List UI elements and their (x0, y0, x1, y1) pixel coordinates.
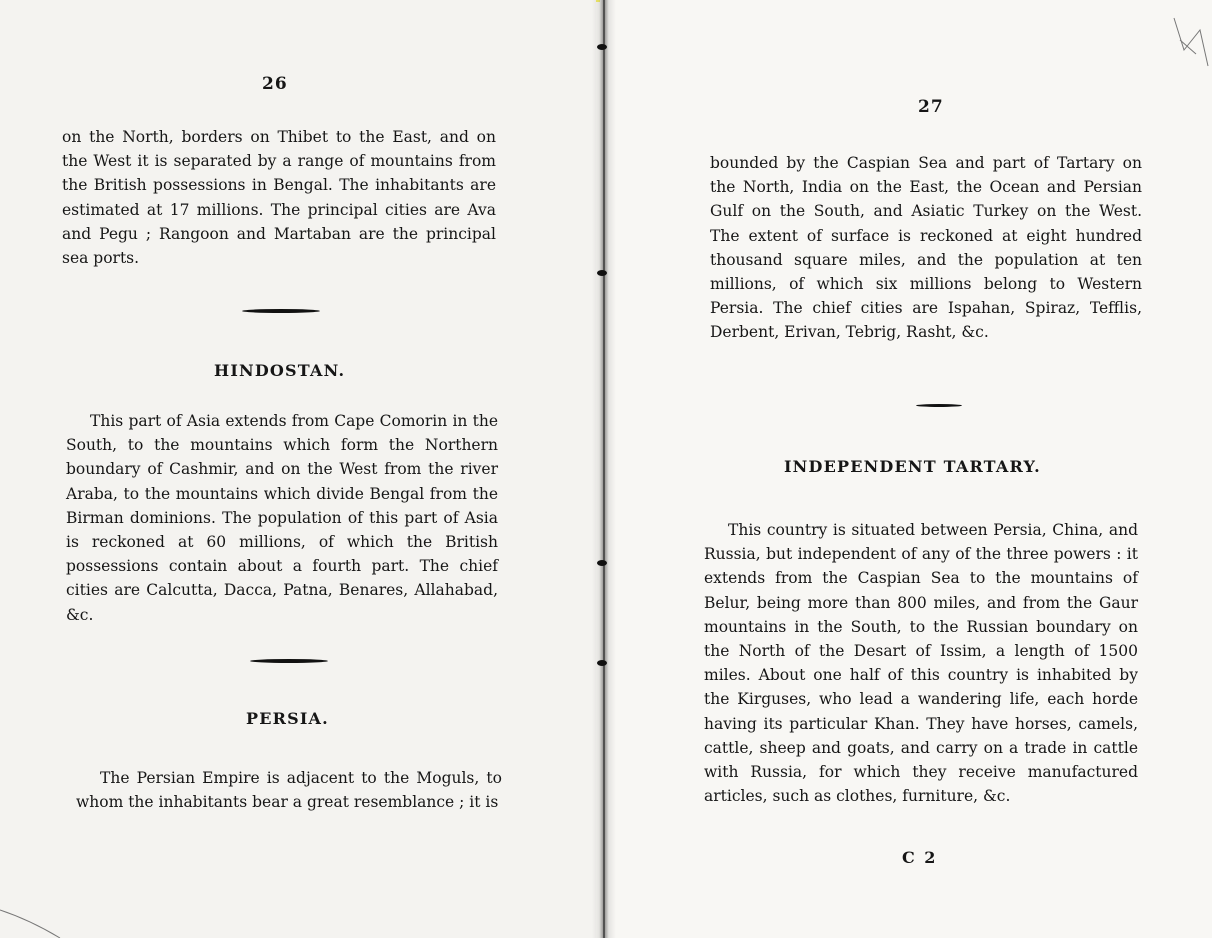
binding-stitch (597, 560, 607, 566)
paragraph: bounded by the Caspian Sea and part of Tartary on the North, India on the East, the Ocean and Persian Gulf on the South, and Asiatic Turkey on the West. The extent of surface is reckoned at eight hundred thousand square miles, and the population at ten millions, of which six millions belong to Western Persia. The chief cities are Ispahan, Spiraz, Tefflis, Derbent, Erivan, Tebrig, Rasht, &c. (710, 154, 1142, 342)
signature-mark: C 2 (902, 848, 938, 867)
book-gutter (592, 0, 616, 938)
section-rule (250, 659, 328, 663)
continuation-text (710, 151, 1142, 345)
section-body-persia (76, 766, 502, 814)
section-heading-hindostan: HINDOSTAN. (214, 361, 346, 380)
left-page (0, 0, 596, 938)
section-rule (916, 404, 962, 407)
corner-scribble (1170, 10, 1212, 70)
section-body-hindostan (66, 409, 498, 627)
binding-stitch (597, 270, 607, 276)
paragraph: on the North, borders on Thibet to the East, and on the West it is separated by a range of mountains from the British possessions in Bengal. The inhabitants are estimated at 17 millions. The principal cities are Ava and Pegu ; Rangoon and Martaban are the principal sea ports. (62, 128, 496, 268)
section-rule (242, 309, 320, 313)
section-heading-persia: PERSIA. (246, 709, 329, 728)
section-heading-independent-tartary: INDEPENDENT TARTARY. (784, 457, 1041, 476)
binding-stitch (597, 660, 607, 666)
continuation-text (62, 125, 496, 270)
page-number: 26 (262, 74, 288, 94)
binding-stitch (597, 44, 607, 50)
paragraph: The Persian Empire is adjacent to the Moguls, to whom the inhabitants bear a great resemblance ; it is (76, 769, 502, 812)
right-page (600, 0, 1212, 938)
paragraph: This part of Asia extends from Cape Comorin in the South, to the mountains which form the Northern boundary of Cashmir, and on the West from the river Araba, to the mountains which divide Bengal from the Birman dominions. The population of this part of Asia is reckoned at 60 millions, of which the British possessions contain about a fourth part. The chief cities are Calcutta, Dacca, Patna, Benares, Allahabad, &c. (66, 412, 498, 624)
page-curl-mark (0, 890, 120, 938)
section-body-independent-tartary (704, 518, 1138, 808)
paragraph: This country is situated between Persia, China, and Russia, but independent of any of the three powers : it extends from the Caspian Sea to the mountains of Belur, being more than 800 miles, and from the Gaur mountains in the South, to the Russian boundary on the North of the Desart of Issim, a length of 1500 miles. About one half of this country is inhabited by the Kirguses, who lead a wandering life, each horde having its particular Khan. They have horses, camels, cattle, sheep and goats, and carry on a trade in cattle with Russia, for which they receive manufactured articles, such as clothes, furniture, &c. (704, 521, 1138, 806)
page-number: 27 (918, 97, 944, 117)
